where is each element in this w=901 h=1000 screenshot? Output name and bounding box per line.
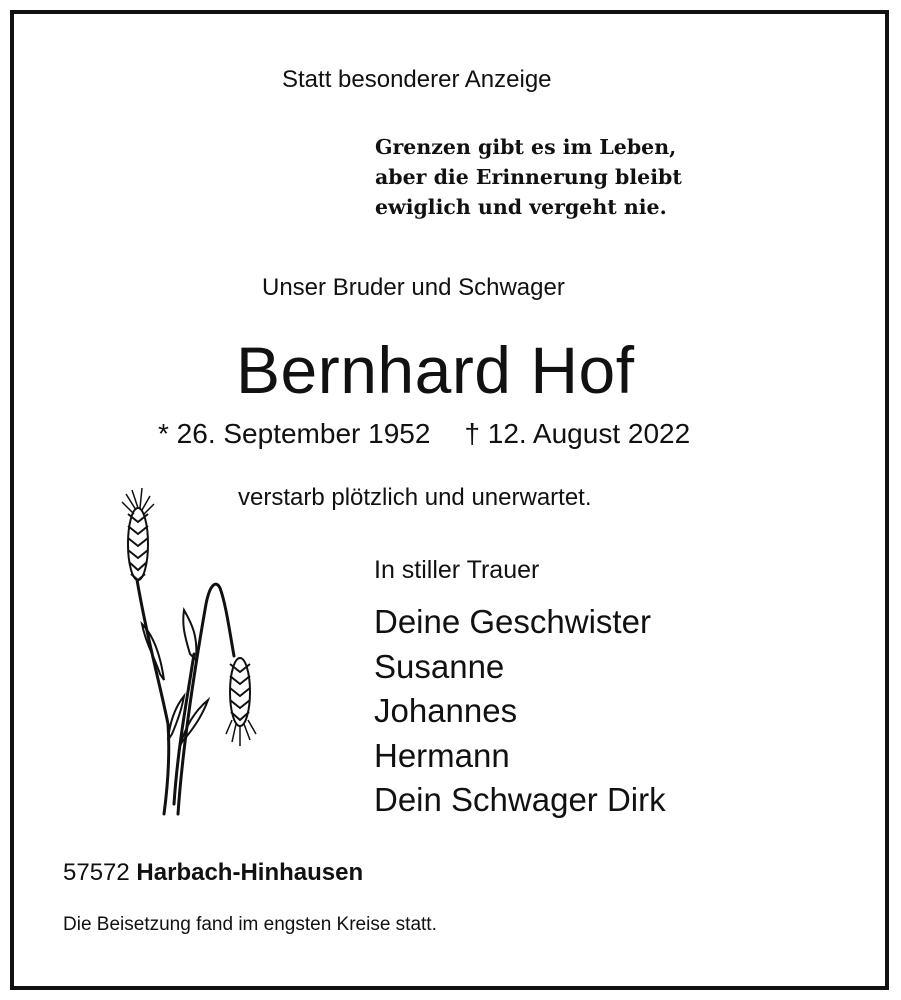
list-item: Deine Geschwister <box>374 603 651 640</box>
list-item: Susanne <box>374 647 505 685</box>
list-item: Johannes <box>374 692 518 730</box>
quote-line: Grenzen gibt es im Leben, <box>375 135 677 159</box>
relation-intro: Unser Bruder und Schwager <box>262 274 565 301</box>
burial-note: Die Beisetzung fand im engsten Kreise statt. <box>63 914 437 935</box>
death-date: † 12. August 2022 <box>464 418 691 449</box>
death-note: verstarb plötzlich und unerwartet. <box>238 484 592 511</box>
quote-line: ewiglich und vergeht nie. <box>375 195 667 219</box>
notice-header: Statt besonderer Anzeige <box>282 66 552 93</box>
life-dates <box>158 418 690 450</box>
quote-line: aber die Erinnerung bleibt <box>375 165 682 189</box>
postcode: 57572 <box>63 859 130 886</box>
city: Harbach-Hinhausen <box>136 859 364 886</box>
obituary-notice <box>10 10 889 990</box>
mourners-list <box>374 600 666 823</box>
wheat-ears-icon <box>98 484 268 824</box>
list-item: Dein Schwager Dirk <box>374 781 666 819</box>
address <box>63 859 363 887</box>
memorial-quote <box>375 132 682 222</box>
mourning-label: In stiller Trauer <box>374 556 540 584</box>
list-item: Hermann <box>374 736 510 774</box>
deceased-name: Bernhard Hof <box>236 333 635 407</box>
birth-date: * 26. September 1952 <box>158 418 431 449</box>
